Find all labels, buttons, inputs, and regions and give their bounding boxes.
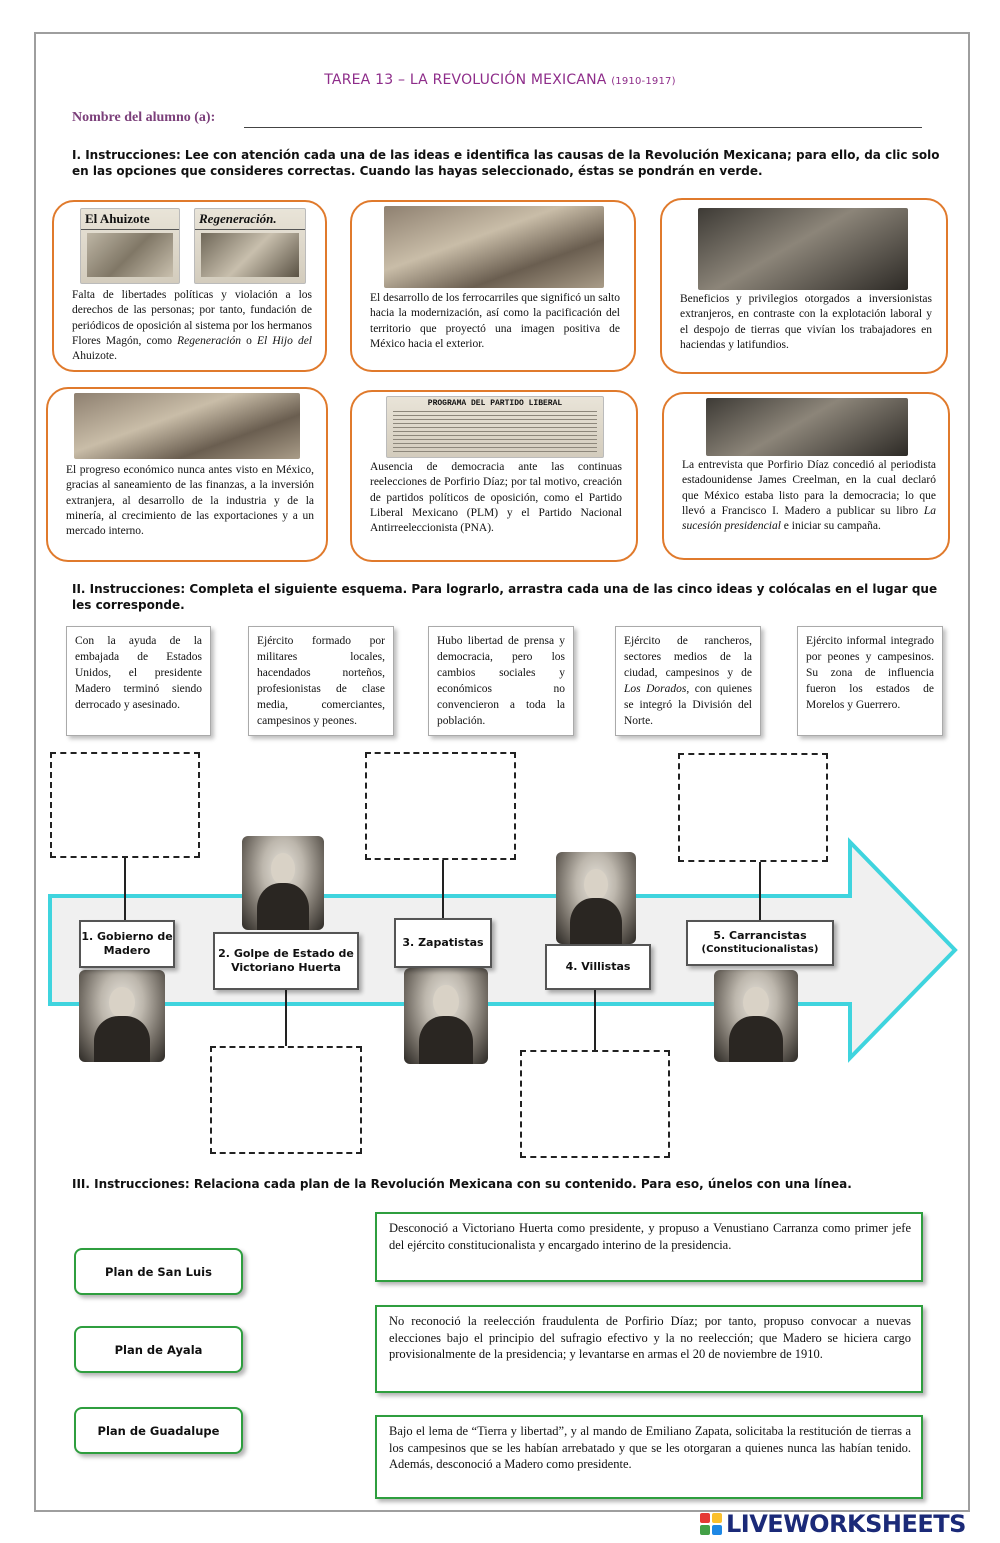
cause-card-3[interactable] [660, 198, 948, 374]
section2-instructions: II. Instrucciones: Completa el siguiente esquema. Para lograrlo, arrastra cada una de las cinco ideas y colócalas en el lugar que les corresponde. [72, 582, 938, 612]
railroad-photo [384, 206, 604, 288]
student-name-label: Nombre del alumno (a): [72, 110, 216, 125]
idea-box-2[interactable]: Ejército formado por militares locales, hacendados norteños, profesionistas de clase media, comerciantes, campesinos y peones. [248, 626, 394, 736]
drop-zone-2[interactable] [210, 1046, 362, 1154]
cause-card-6-text: La entrevista que Porfirio Díaz concedió al periodista estadounidense James Creelman, en la cual declaró que México estaba listo para la democracia; lo que llevó a Francisco I. Madero a publicar su libro La sucesión presidencial e iniciar su campaña. [682, 459, 936, 533]
liveworksheets-wordmark: LIVEWORKSHEETS [726, 1510, 966, 1538]
plan-san-luis[interactable]: Plan de San Luis [74, 1248, 243, 1295]
stage-label-1: 1. Gobierno de Madero [79, 920, 175, 968]
plan-content-3[interactable]: Bajo el lema de “Tierra y libertad”, y al mando de Emiliano Zapata, solicitaba la restitución de tierras a los campesinos que se les habían arrebatado y que se les otorgaran a quienes nunca las habían tenido. Además, desconoció a Madero como presidente. [375, 1415, 923, 1499]
cause-card-1[interactable] [52, 200, 327, 372]
liveworksheets-logo-icon [700, 1513, 722, 1535]
cause-card-3-text: Beneficios y privilegios otorgados a inversionistas extranjeros, en contraste con la explotación laboral y el despojo de tierras que vivían los trabajadores en haciendas y latifundios. [680, 293, 932, 351]
huerta-photo [242, 836, 324, 930]
diaz-creelman-photo [706, 398, 908, 456]
connector-line-4 [594, 990, 596, 1052]
villa-photo [556, 852, 636, 944]
section1-instructions: I. Instrucciones: Lee con atención cada una de las ideas e identifica las causas de la Revolución Mexicana; para ello, da clic solo en las opciones que consideres correctas. Cuando las hayas seleccionado, éstas se pondrán en verde. [72, 148, 940, 178]
cause-card-2-text: El desarrollo de los ferrocarriles que significó un salto hacia la modernización, así como la pacificación del territorio que proyectó una imagen positiva de México hacia el exterior. [370, 292, 620, 350]
plm-program-document-image: PROGRAMA DEL PARTIDO LIBERAL [386, 396, 604, 458]
cause-card-2[interactable] [350, 200, 636, 372]
stage-label-5: 5. Carrancistas (Constitucionalistas) [686, 920, 834, 966]
idea-box-3[interactable]: Hubo libertad de prensa y democracia, pero los cambios sociales y económicos no convencieron a toda la población. [428, 626, 574, 736]
cause-card-5-text: Ausencia de democracia ante las continuas reelecciones de Porfirio Díaz; por tal motivo, creación de partidos políticos de oposición, como el Partido Liberal Mexicano (PLM) y el Partido Nacional Antirreeleccionista (PNA). [370, 461, 622, 535]
student-name-row [72, 110, 922, 132]
plan-guadalupe[interactable]: Plan de Guadalupe [74, 1407, 243, 1454]
newspaper-ahuizote-image: El Ahuizote [80, 208, 180, 284]
cause-card-6[interactable] [662, 392, 950, 560]
cause-card-1-text: Falta de libertades políticas y violación a los derechos de las personas; por tanto, fundación de periódicos de oposición al sistema por los hermanos Flores Magón, como Regeneración o El Hijo del Ahuizote. [72, 289, 312, 363]
connector-line-3 [442, 860, 444, 918]
stage-label-2: 2. Golpe de Estado de Victoriano Huerta [213, 932, 359, 990]
cause-card-4-text: El progreso económico nunca antes visto en México, gracias al saneamiento de las finanzas, a la inversión extranjera, al desarrollo de la industria y de la minería, al crecimiento de las exportaciones y a un mercado interno. [66, 464, 314, 538]
idea-box-5[interactable]: Ejército informal integrado por peones y campesinos. Su zona de influencia fueron los estados de Morelos y Guerrero. [797, 626, 943, 736]
section3-instructions: III. Instrucciones: Relaciona cada plan de la Revolución Mexicana con su contenido. Para eso, únelos con una línea. [72, 1177, 852, 1191]
connector-line-1 [124, 858, 126, 920]
connector-line-2 [285, 990, 287, 1048]
industry-photo [74, 393, 300, 459]
drop-zone-3[interactable] [365, 752, 516, 860]
connector-line-5 [759, 862, 761, 920]
drop-zone-5[interactable] [678, 753, 828, 862]
carranza-photo [714, 970, 798, 1062]
drop-zone-1[interactable] [50, 752, 200, 858]
plan-content-1[interactable]: Desconoció a Victoriano Huerta como presidente, y propuso a Venustiano Carranza como primer jefe del ejército constitucionalista y encargado interino de la presidencia. [375, 1212, 923, 1282]
stage-label-4: 4. Villistas [545, 944, 651, 990]
cause-card-4[interactable] [46, 387, 328, 562]
stage-label-3: 3. Zapatistas [394, 918, 492, 968]
idea-box-4[interactable]: Ejército de rancheros, sectores medios de la ciudad, campesinos y de Los Dorados, con quienes se integró la División del Norte. [615, 626, 761, 736]
cause-card-5[interactable] [350, 390, 638, 562]
hacienda-workers-photo [698, 208, 908, 290]
plan-ayala[interactable]: Plan de Ayala [74, 1326, 243, 1373]
page-title: TAREA 13 – LA REVOLUCIÓN MEXICANA (1910-1917) [324, 72, 676, 88]
student-name-line[interactable] [244, 127, 922, 128]
liveworksheets-brand [700, 1509, 966, 1539]
drop-zone-4[interactable] [520, 1050, 670, 1158]
newspaper-regeneracion-image: Regeneración. [194, 208, 306, 284]
plan-content-2[interactable]: No reconoció la reelección fraudulenta de Porfirio Díaz; por tanto, propuso convocar a nuevas elecciones bajo el principio del sufragio efectivo y la no reelección; que Madero se hiciera cargo provisionalmente de la presidencia; y levantarse en armas el 20 de noviembre de 1910. [375, 1305, 923, 1393]
idea-box-1[interactable]: Con la ayuda de la embajada de Estados Unidos, el presidente Madero terminó siendo derrocado y asesinado. [66, 626, 211, 736]
zapata-photo [404, 968, 488, 1064]
madero-photo [79, 970, 165, 1062]
